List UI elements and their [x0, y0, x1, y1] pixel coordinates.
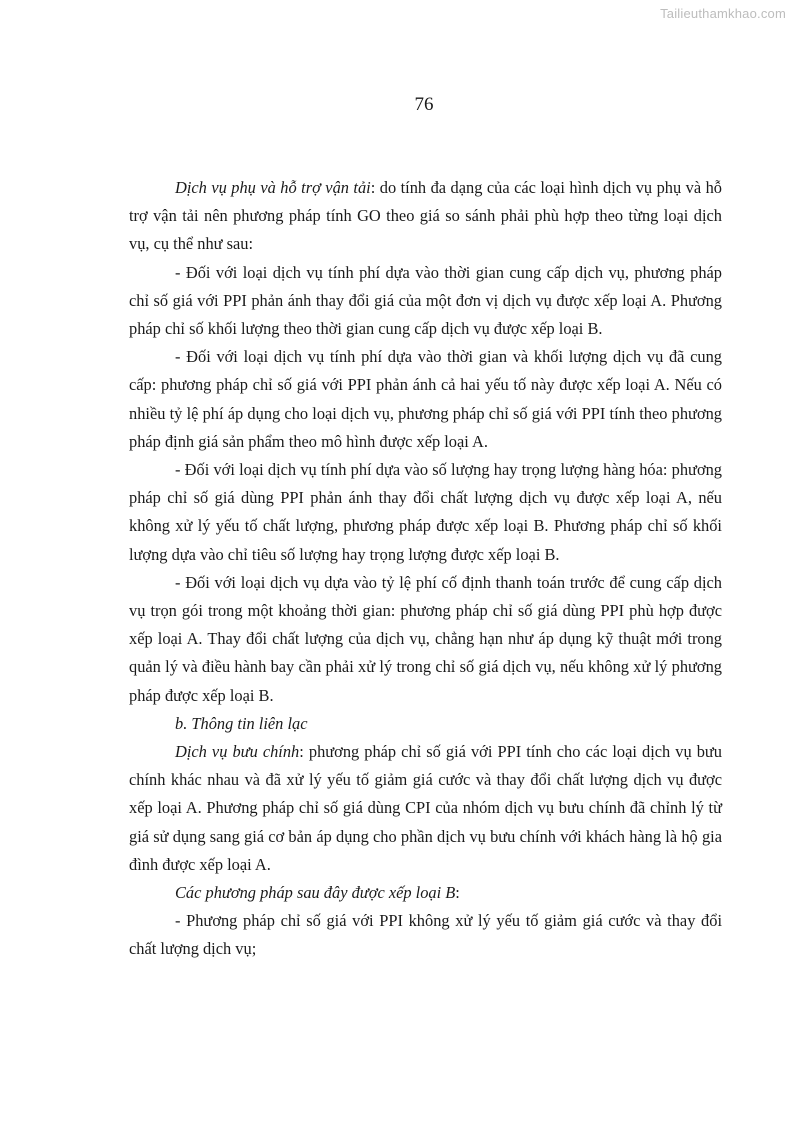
- document-body: [129, 174, 722, 964]
- paragraph-postal: [129, 738, 722, 879]
- paragraph-transport-support: [129, 174, 722, 259]
- paragraph-lead-italic: Dịch vụ bưu chính: [175, 742, 300, 762]
- paragraph-time-volume-based: - Đối với loại dịch vụ tính phí dựa vào thời gian và khối lượng dịch vụ đã cung cấp: phương pháp chỉ số giá với PPI phản ánh cả hai yếu tố này được xếp loại A. Nếu có nhiều tỷ lệ phí áp dụng cho loại dịch vụ, phương pháp chỉ số giá với PPI tính theo phương pháp định giá sản phẩm theo mô hình được xếp loại A.: [129, 347, 722, 451]
- paragraph-text: : phương pháp chỉ số giá với PPI tính cho các loại dịch vụ bưu chính khác nhau và đã xử lý yếu tố giảm giá cước và thay đổi chất lượng dịch vụ được xếp loại A. Phương pháp chỉ số giá dùng CPI của nhóm dịch vụ bưu chính đã chỉnh lý từ giá sử dụng sang giá cơ bản áp dụng cho phần dịch vụ bưu chính với khách hàng là hộ gia đình được xếp loại A.: [129, 742, 723, 874]
- paragraph-weight-based: - Đối với loại dịch vụ tính phí dựa vào số lượng hay trọng lượng hàng hóa: phương pháp chỉ số giá dùng PPI phản ánh thay đổi chất lượng dịch vụ được xếp loại A, nếu không xử lý yếu tố chất lượng, phương pháp được xếp loại B. Phương pháp chỉ số khối lượng dựa vào chỉ tiêu số lượng hay trọng lượng được xếp loại B.: [129, 460, 722, 564]
- paragraph-text: : do tính đa dạng của các loại hình dịch vụ phụ và hỗ trợ vận tải nên phương pháp tính GO theo giá so sánh phải phù hợp theo từng loại dịch vụ, cụ thể như sau:: [129, 178, 722, 254]
- page-number: 76: [414, 94, 434, 115]
- watermark: Tailieuthamkhao.com: [660, 6, 786, 21]
- class-b-heading-line: [129, 879, 722, 907]
- paragraph-lead-italic: Dịch vụ phụ và hỗ trợ vận tải: [175, 178, 371, 197]
- paragraph-class-b-item: - Phương pháp chỉ số giá với PPI không xử lý yếu tố giảm giá cước và thay đổi chất lượng dịch vụ;: [129, 911, 722, 959]
- section-heading: b. Thông tin liên lạc: [175, 713, 308, 733]
- class-b-colon: :: [455, 883, 460, 903]
- paragraph-time-based: - Đối với loại dịch vụ tính phí dựa vào thời gian cung cấp dịch vụ, phương pháp chỉ số giá với PPI phản ánh thay đổi giá của một đơn vị dịch vụ được xếp loại A. Phương pháp chỉ số khối lượng theo thời gian cung cấp dịch vụ được xếp loại B.: [129, 262, 722, 339]
- paragraph-fixed-fee: - Đối với loại dịch vụ dựa vào tỷ lệ phí cố định thanh toán trước để cung cấp dịch vụ trọn gói trong một khoảng thời gian: phương pháp chỉ số giá dùng PPI phù hợp được xếp loại A. Thay đổi chất lượng của dịch vụ, chẳng hạn như áp dụng kỹ thuật mới trong quản lý và điều hành bay cần phải xử lý trong chỉ số giá dịch vụ, nếu không xử lý phương pháp được xếp loại B.: [129, 572, 722, 705]
- class-b-heading: Các phương pháp sau đây được xếp loại B: [175, 883, 456, 903]
